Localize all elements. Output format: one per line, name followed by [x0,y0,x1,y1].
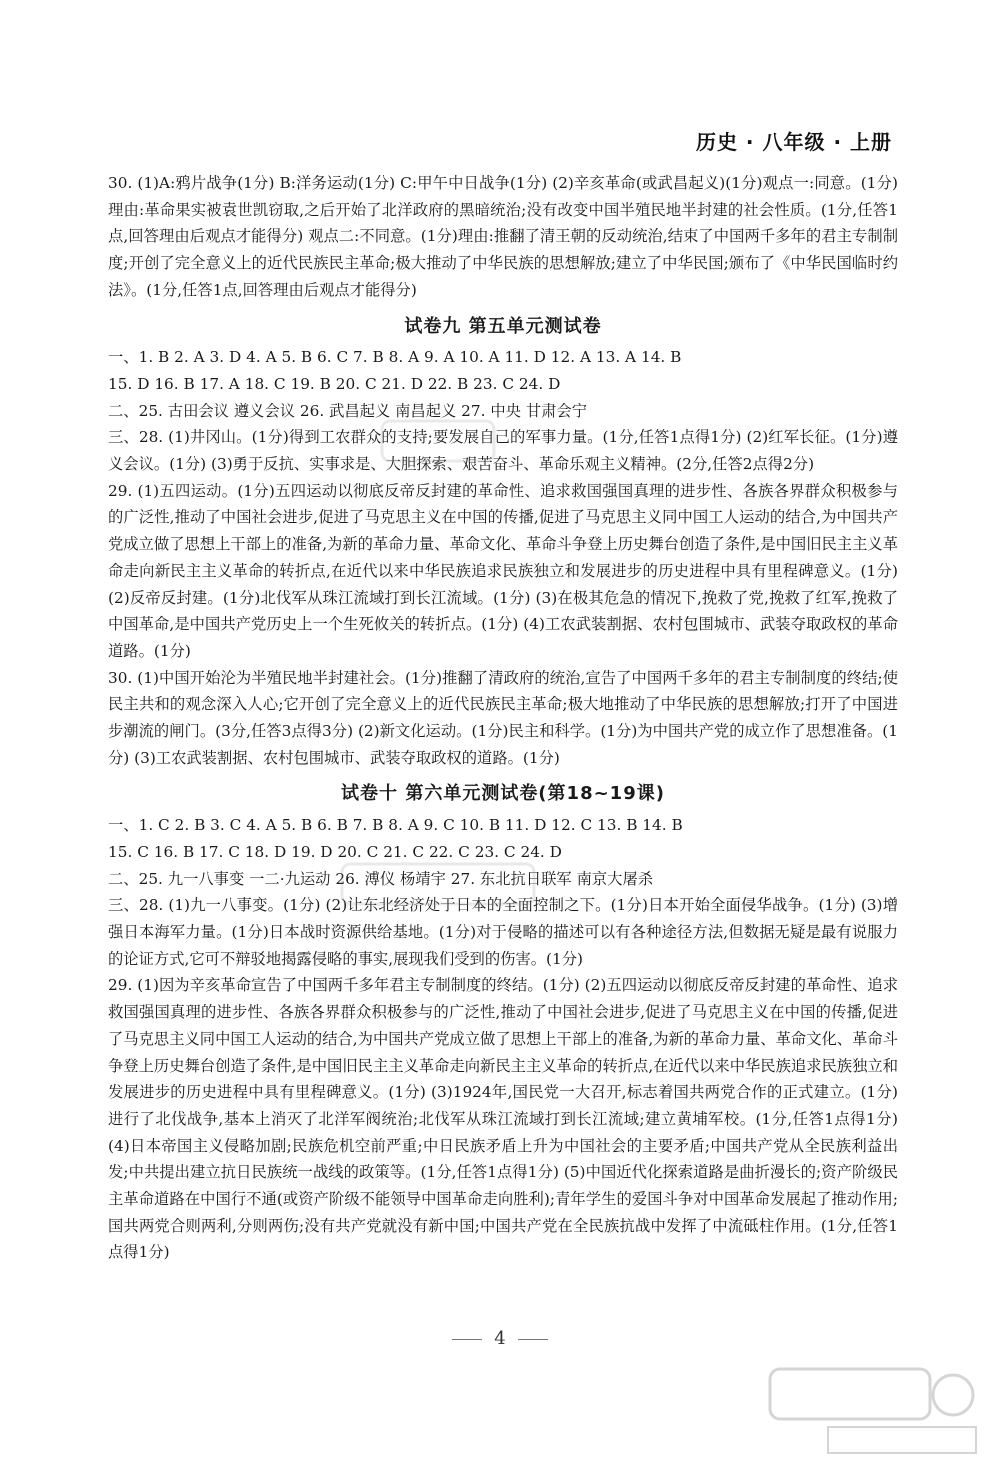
faint-stamp-mark [338,858,538,910]
page-number-dash-left [452,1339,482,1340]
section-title: 试卷十 第六单元测试卷(第18~19课) [341,783,665,805]
answer-content [108,170,898,1266]
running-header: 历史 · 八年级 · 上册 [695,130,892,154]
watermark-logo [768,1365,978,1457]
answer-paragraph: 30. (1)A:鸦片战争(1分) B:洋务运动(1分) C:甲午中日战争(1分) (2)辛亥革命(或武昌起义)(1分)观点一:同意。(1分)理由:革命果实被袁世凯窃取,之后开始了北洋政府的黑暗统治;没有改变中国半殖民地半封建的社会性质。(1分,任答1点,回答理由后观点才能得分) 观点二:不同意。(1分)理由:推翻了清王朝的反动统治,结束了中国两千多年的君主专制制度;开创了完全意义上的近代民族民主革命;极大推动了中华民族的思想解放;建立了中华民国;颁布了《中华民国临时约法》。(1分,任答1点,回答理由后观点才能得分) [108,174,898,299]
answer-paragraph: 29. (1)因为辛亥革命宣告了中国两千多年君主专制制度的终结。(1分) (2)五四运动以彻底反帝反封建的革命性、追求救国强国真理的进步性、各族各界群众积极参与的广泛性,推动了中国社会进步,促进了马克思主义在中国的传播,促进了马克思主义同中国工人运动的结合,为中国共产党成立做了思想上干部上的准备,为新的革命力量、革命文化、革命斗争登上历史舞台创造了条件,是中国旧民主主义革命走向新民主主义革命的转折点,在近代以来中华民族追求民族独立和发展进步的历史进程中具有里程碑意义。(1分) (3)1924年,国民党一大召开,标志着国共两党合作的正式建立。(1分)进行了北伐战争,基本上消灭了北洋军阀统治;北伐军从珠江流域打到长江流域;建立黄埔军校。(1分,任答1点得1分) (4)日本帝国主义侵略加剧;民族危机空前严重;中日民族矛盾上升为中国社会的主要矛盾;中国共产党从全民族利益出发;中共提出建立抗日民族统一战线的政策等。(1分,任答1点得1分) (5)中国近代化探索道路是曲折漫长的;资产阶级民主革命道路在中国行不通(或资产阶级不能领导中国革命走向胜利);青年学生的爱国斗争对中国革命发展起了推动作用;国共两党合则两利,分则两伤;没有共产党就没有新中国;中国共产党在全民族抗战中发挥了中流砥柱作用。(1分,任答1点得1分) [108,976,898,1262]
stamp-shape-icon [338,858,538,910]
answer-line: 一、1. C 2. B 3. C 4. A 5. B 6. B 7. B 8. A 9. C 10. B 11. D 12. C 13. B 14. B [108,816,683,835]
faint-stamp-mark [378,415,498,467]
answer-line: 二、25. 古田会议 遵义会议 26. 武昌起义 南昌起义 27. 中央 甘肃会宁 [108,401,588,420]
answer-line: 一、1. B 2. A 3. D 4. A 5. B 6. C 7. B 8. A 9. A 10. A 11. D 12. A 13. A 14. B [108,348,682,367]
answer-paragraph: 30. (1)中国开始沦为半殖民地半封建社会。(1分)推翻了清政府的统治,宣告了中国两千多年的君主专制制度的终结;使民主共和的观念深入人心;它开创了完全意义上的近代民族民主革命;极大地推动了中华民族的思想解放;打开了中国进步潮流的闸门。(3分,任答3点得3分) (2)新文化运动。(1分)民主和科学。(1分)为中国共产党的成立作了思想准备。(1分) (3)工农武装割据、农村包围城市、武装夺取政权的道路。(1分) [108,668,898,767]
page-number-value: 4 [494,1328,506,1349]
page-number-dash-right [518,1339,548,1340]
answer-paragraph: 三、28. (1)井冈山。(1分)得到工农群众的支持;要发展自己的军事力量。(1分,任答1点得1分) (2)红军长征。(1分)遵义会议。(1分) (3)勇于反抗、实事求是、大胆探索、艰苦奋斗、革命乐观主义精神。(2分,任答2点得2分) [108,428,898,474]
answer-line: 15. C 16. B 17. C 18. D 19. D 20. C 21. C 22. C 23. C 24. D [108,842,562,861]
answer-line: 15. D 16. B 17. A 18. C 19. B 20. C 21. D 22. B 23. C 24. D [108,374,561,393]
answer-paragraph: 29. (1)五四运动。(1分)五四运动以彻底反帝反封建的革命性、追求救国强国真理的进步性、各族各界群众积极参与的广泛性,推动了中国社会进步,促进了马克思主义在中国的传播,促进了马克思主义同中国工人运动的结合,为中国共产党成立做了思想上干部上的准备,为新的革命力量、革命文化、革命斗争登上历史舞台创造了条件,是中国旧民主主义革命走向新民主主义革命的转折点,在近代以来中华民族追求民族独立和发展进步的历史进程中具有里程碑意义。(1分) (2)反帝反封建。(1分)北伐军从珠江流域打到长江流域。(1分) (3)在极其危急的情况下,挽救了党,挽救了红军,挽救了中国革命,是中国共产党历史上一个生死攸关的转折点。(1分) (4)工农武装割据、农村包围城市、武装夺取政权的革命道路。(1分) [108,481,898,660]
page-number [0,1328,1000,1349]
answer-paragraph: 三、28. (1)九一八事变。(1分) (2)让东北经济处于日本的全面控制之下。(1分)日本开始全面侵华战争。(1分) (3)增强日本海军力量。(1分)日本战时资源供给基地。(1分)对于侵略的描述可以有各种途径方法,但数据无疑是最有说服力的论证方式,它可不辩驳地揭露侵略的事实,展现我们受到的伤害。(1分) [108,896,898,968]
answer-line: 二、25. 九一八事变 一二·九运动 26. 溥仪 杨靖宇 27. 东北抗日联军 南京大屠杀 [108,869,654,888]
section-title: 试卷九 第五单元测试卷 [404,315,602,337]
watermark-logo-icon [768,1365,978,1457]
stamp-shape-icon [378,415,498,467]
